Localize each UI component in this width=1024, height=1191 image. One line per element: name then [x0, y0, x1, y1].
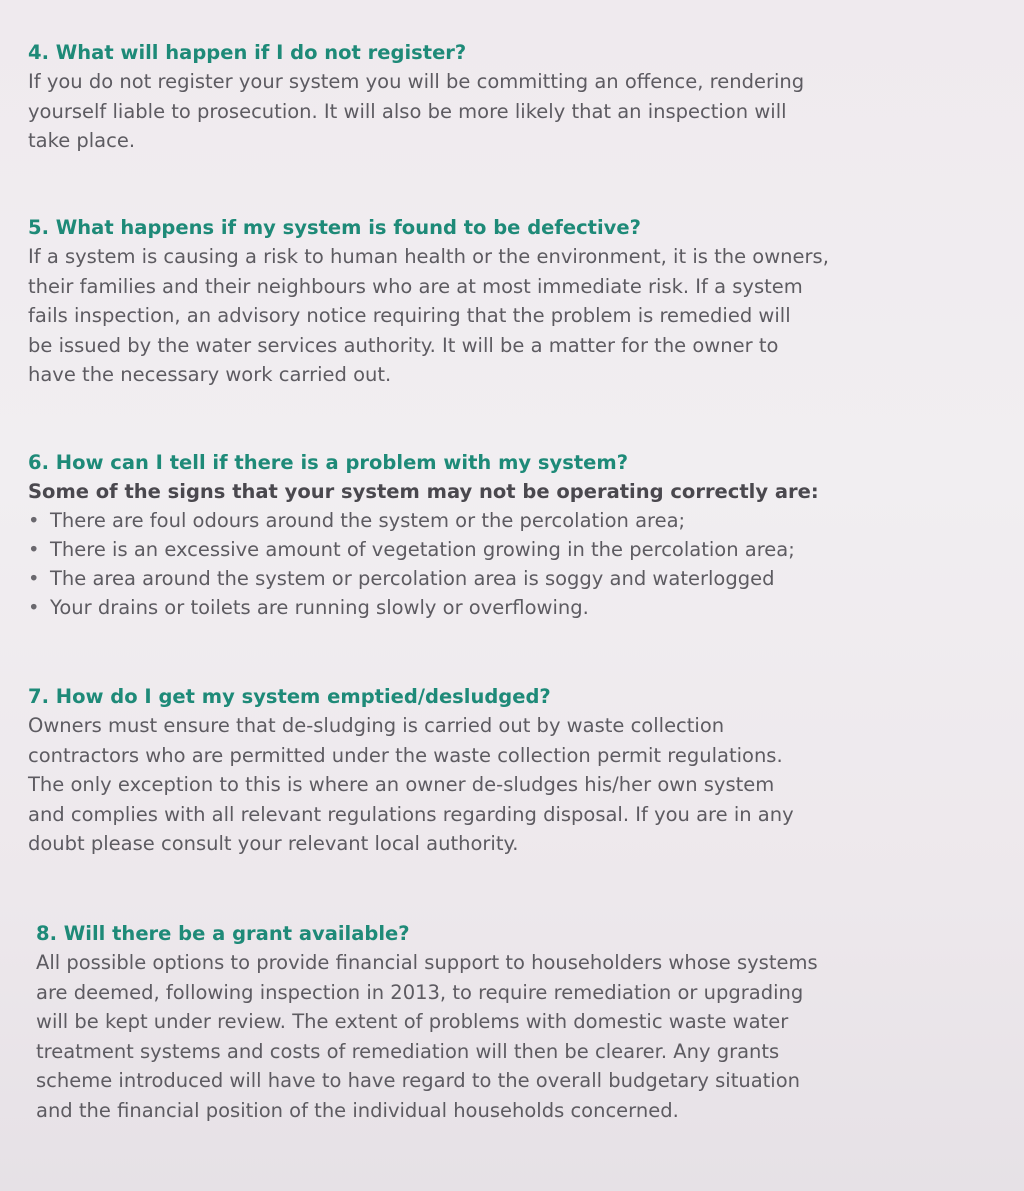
- question-title: 4. What will happen if I do not register?: [28, 41, 467, 64]
- list-item: [28, 564, 998, 593]
- answer-line: are deemed, following inspection in 2013, to require remediation or upgrading: [36, 980, 804, 1004]
- answer-text: [28, 242, 998, 390]
- answer-text: [28, 67, 998, 156]
- answer-line: have the necessary work carried out.: [28, 363, 392, 386]
- answer-line: doubt please consult your relevant local authority.: [28, 832, 519, 855]
- faq-section-5: [28, 214, 998, 390]
- answer-line: treatment systems and costs of remediation will then be clearer. Any grants: [36, 1039, 780, 1063]
- faq-section-4: [28, 39, 998, 156]
- faq-section-6: [28, 449, 998, 622]
- bullet-icon: •: [28, 509, 40, 532]
- question-title: 7. How do I get my system emptied/desludged?: [28, 685, 551, 708]
- answer-line: take place.: [28, 129, 136, 152]
- list-item-text: There is an excessive amount of vegetation growing in the percolation area;: [50, 538, 795, 561]
- signs-intro: Some of the signs that your system may not be operating correctly are:: [28, 480, 819, 503]
- answer-text: [28, 711, 998, 859]
- list-item: [28, 593, 998, 622]
- list-item: [28, 506, 998, 535]
- answer-line: yourself liable to prosecution. It will also be more likely that an inspection will: [28, 99, 787, 123]
- list-item-text: There are foul odours around the system or the percolation area;: [50, 509, 686, 532]
- faq-section-7: [28, 683, 998, 859]
- faq-section-8: [36, 920, 1006, 1125]
- answer-line: be issued by the water services authority. It will be a matter for the owner to: [28, 333, 779, 357]
- answer-line: All possible options to provide financial support to householders whose systems: [36, 951, 818, 974]
- question-title: 6. How can I tell if there is a problem with my system?: [28, 451, 629, 474]
- answer-line: and the financial position of the individual households concerned.: [36, 1098, 679, 1122]
- answer-line: their families and their neighbours who are at most immediate risk. If a system: [28, 274, 803, 298]
- answer-line: and complies with all relevant regulations regarding disposal. If you are in any: [28, 802, 794, 826]
- answer-line: If a system is causing a risk to human health or the environment, it is the owners,: [28, 245, 829, 268]
- answer-line: fails inspection, an advisory notice requiring that the problem is remedied will: [28, 304, 791, 327]
- list-item-text: The area around the system or percolation area is soggy and waterlogged: [50, 567, 775, 590]
- answer-line: The only exception to this is where an owner de-sludges his/her own system: [28, 773, 775, 796]
- question-title: 5. What happens if my system is found to be defective?: [28, 216, 641, 239]
- list-item-text: Your drains or toilets are running slowly or overflowing.: [50, 596, 589, 619]
- bullet-icon: •: [28, 567, 40, 590]
- answer-line: Owners must ensure that de-sludging is carried out by waste collection: [28, 714, 725, 737]
- bullet-icon: •: [28, 538, 40, 561]
- bullet-icon: •: [28, 596, 40, 619]
- answer-text: [36, 948, 1006, 1125]
- answer-line: scheme introduced will have to have regard to the overall budgetary situation: [36, 1069, 800, 1092]
- answer-line: contractors who are permitted under the waste collection permit regulations.: [28, 743, 783, 767]
- answer-line: If you do not register your system you will be committing an offence, rendering: [28, 70, 805, 93]
- list-item: [28, 535, 998, 564]
- question-title: 8. Will there be a grant available?: [36, 922, 410, 945]
- signs-list: [28, 506, 998, 622]
- answer-line: will be kept under review. The extent of problems with domestic waste water: [36, 1010, 789, 1033]
